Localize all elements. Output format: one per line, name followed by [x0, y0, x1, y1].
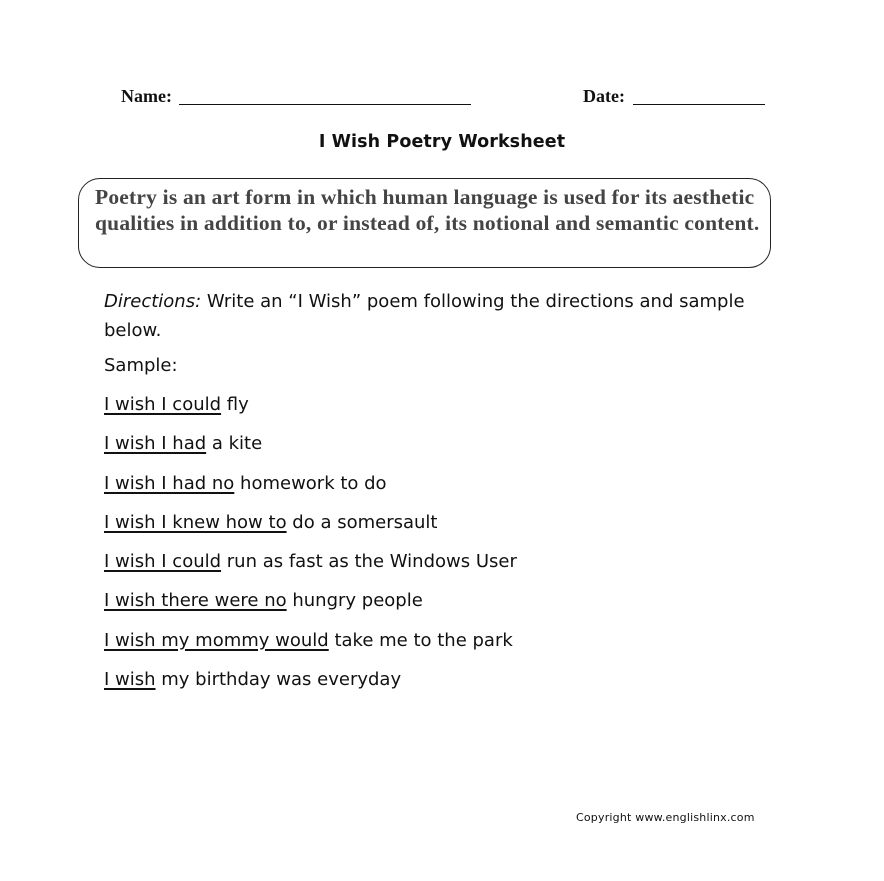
name-label: Name: — [121, 86, 172, 106]
sample-stem: I wish I had — [104, 433, 207, 455]
worksheet-title: I Wish Poetry Worksheet — [318, 132, 566, 152]
directions — [104, 287, 804, 345]
sample-stem: I wish I knew how to — [104, 511, 287, 533]
sample-ending: homework to do — [234, 472, 387, 494]
sample-stem: I wish I could — [104, 394, 222, 415]
sample-ending: run as fast as the Windows User — [221, 551, 517, 573]
sample-stem: I wish — [104, 669, 156, 691]
sample-stem: I wish I could — [104, 551, 222, 573]
sample-line — [104, 630, 804, 669]
definition-text: Poetry is an art form in which human language is used for its aesthetic qualities in addition to, or instead of, its notional and semantic content. — [95, 185, 760, 235]
sample-stem: I wish I had no — [104, 472, 235, 494]
date-label: Date: — [583, 86, 625, 106]
sample-list — [104, 394, 804, 708]
sample-ending: hungry people — [286, 590, 423, 612]
date-blank-line[interactable] — [633, 104, 765, 105]
copyright-notice: Copyright www.englishlinx.com — [576, 811, 755, 824]
sample-line — [104, 512, 804, 551]
sample-ending: fly — [221, 394, 249, 415]
sample-stem: I wish my mommy would — [104, 629, 329, 651]
sample-ending: a kite — [206, 433, 263, 455]
sample-ending: do a somersault — [286, 511, 438, 533]
sample-line — [104, 590, 804, 629]
sample-label: Sample: — [104, 355, 178, 376]
name-blank-line[interactable] — [179, 104, 471, 105]
sample-line — [104, 551, 804, 590]
sample-line — [104, 433, 804, 472]
directions-text: Write an “I Wish” poem following the directions and sample below. — [104, 291, 745, 341]
sample-ending: take me to the park — [328, 629, 513, 651]
directions-label: Directions: — [104, 291, 202, 312]
sample-line — [104, 473, 804, 512]
header-row — [121, 86, 771, 110]
sample-line — [104, 394, 804, 433]
sample-ending: my birthday was everyday — [155, 669, 402, 691]
sample-stem: I wish there were no — [104, 590, 287, 612]
sample-line — [104, 669, 804, 708]
